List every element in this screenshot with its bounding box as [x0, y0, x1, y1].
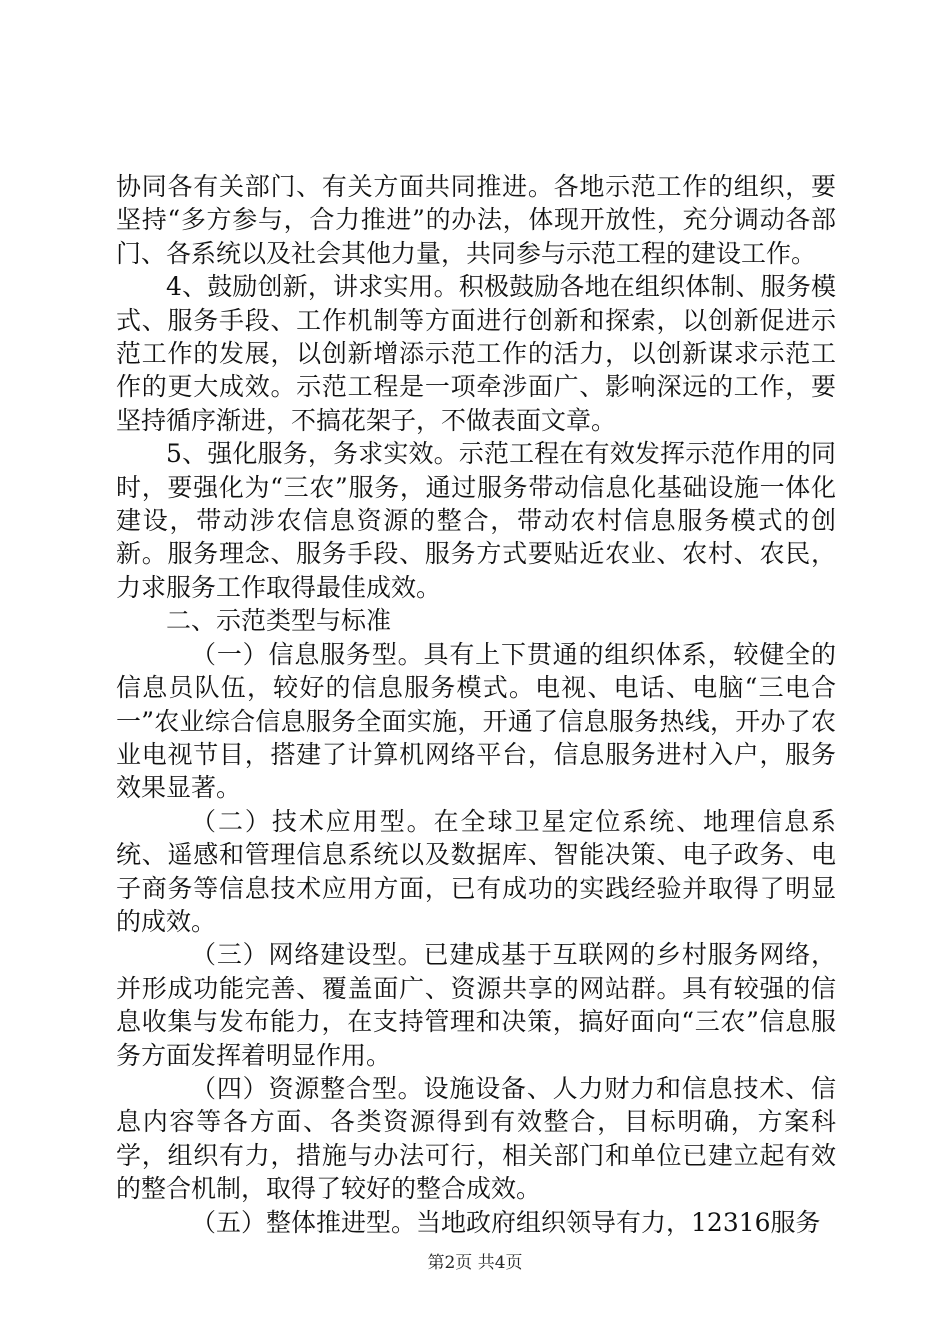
paragraph-type-3: （三）网络建设型。已建成基于互联网的乡村服务网络，并形成功能完善、覆盖面广、资源共享的网站群。具有较强的信息收集与发布能力，在支持管理和决策，搞好面向“三农”信息服务方面发挥着明显作用。 [116, 940, 836, 1070]
paragraph-item-5: 5、强化服务，务求实效。示范工程在有效发挥示范作用的同时，要强化为“三农”服务，通过服务带动信息化基础设施一体化建设，带动涉农信息资源的整合，带动农村信息服务模式的创新。服务理念、服务手段、服务方式要贴近农业、农村、农民，力求服务工作取得最佳成效。 [116, 439, 836, 602]
page-number-footer: 第2页 共4页 [427, 1253, 523, 1273]
paragraph-type-5: （五）整体推进型。当地政府组织领导有力，12316服务 [191, 1207, 821, 1237]
paragraph-type-4: （四）资源整合型。设施设备、人力财力和信息技术、信息内容等各方面、各类资源得到有效整合，目标明确，方案科学，组织有力，措施与办法可行，相关部门和单位已建立起有效的整合机制，取得了较好的整合成效。 [116, 1073, 836, 1204]
section-heading: 二、示范类型与标准 [166, 606, 392, 636]
paragraph-continued: 协同各有关部门、有关方面共同推进。各地示范工作的组织，要坚持“多方参与，合力推进”的办法，体现开放性，充分调动各部门、各系统以及社会其他力量，共同参与示范工程的建设工作。 [116, 172, 836, 268]
paragraph-item-4: 4、鼓励创新，讲求实用。积极鼓励各地在组织体制、服务模式、服务手段、工作机制等方面进行创新和探索，以创新促进示范工作的发展，以创新增添示范工作的活力，以创新谋求示范工作的更大成效。示范工程是一项牵涉面广、影响深远的工作，要坚持循序渐进，不搞花架子，不做表面文章。 [116, 272, 836, 435]
document-body [116, 170, 836, 1239]
paragraph-type-2: （二）技术应用型。在全球卫星定位系统、地理信息系统、遥感和管理信息系统以及数据库、智能决策、电子政务、电子商务等信息技术应用方面，已有成功的实践经验并取得了明显的成效。 [116, 806, 836, 936]
paragraph-type-1: （一）信息服务型。具有上下贯通的组织体系，较健全的信息员队伍，较好的信息服务模式。电视、电话、电脑“三电合一”农业综合信息服务全面实施，开通了信息服务热线，开办了农业电视节目，搭建了计算机网络平台，信息服务进村入户，服务效果显著。 [116, 639, 836, 803]
